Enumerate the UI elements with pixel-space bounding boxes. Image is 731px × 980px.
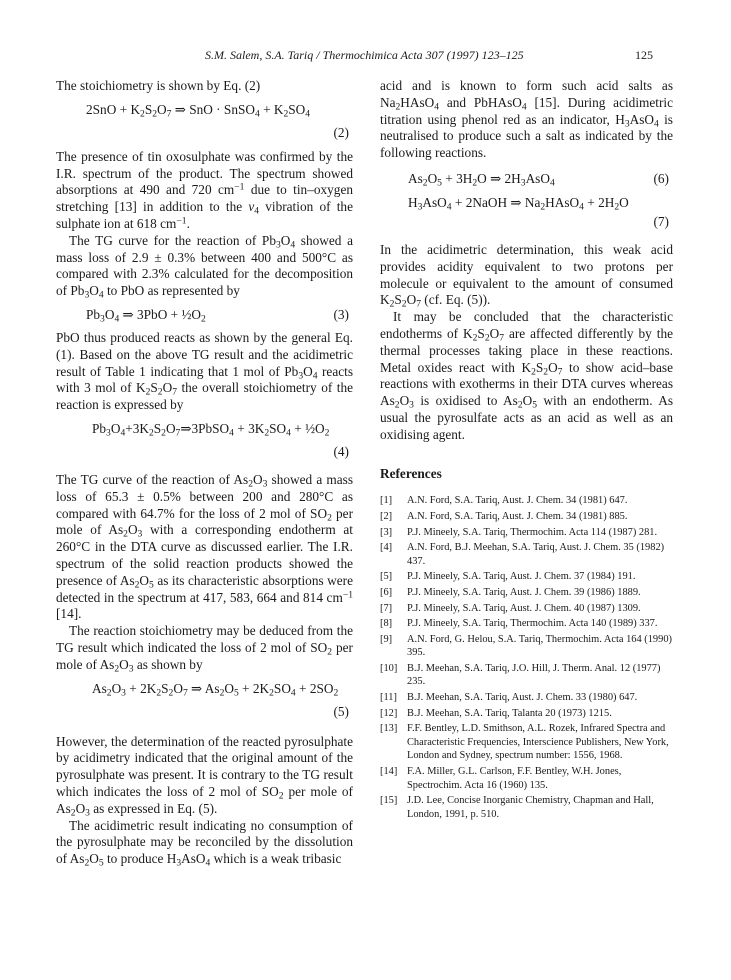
reference-item: [3] P.J. Mineely, S.A. Tariq, Thermochim. Acta 114 (1987) 281. xyxy=(380,526,658,538)
paragraph: PbO thus produced reacts as shown by the general Eq. (1). Based on the above TG result and the acidimetric result of Table 1 indicating that 1 mol of $Pb_3O_4$ reacts with 3 mol of $K_2S_2O_7$ the overall stoichiometry of the reaction is expressed by xyxy=(56,329,353,413)
reference-item: [6] P.J. Mineely, S.A. Tariq, Aust. J. Chem. 39 (1986) 1889. xyxy=(380,586,641,598)
equation-text: $Pb_3O_4+3K_2S_2O_7\Rightarrow 3PbSO_4 + 3K_2SO_4$ + $\frac{1}{2}O_2$ xyxy=(92,420,330,439)
equation-number: (4) xyxy=(333,443,349,459)
reference-item: [12] B.J. Meehan, S.A. Tariq, Talanta 20 (1973) 1215. xyxy=(380,707,612,719)
paragraph: The TG curve of the reaction of $As_2O_3$ showed a mass loss of 65.3 ± 0.5% between 200 and 280°C as compared with 64.7% for the loss of 2 mol of $SO_2$ per mole of $As_2O_3$ with a corresponding endotherm at 260°C in the DTA curve as discussed earlier. The I.R. spectrum of the solid reaction products showed the presence of $As_2O_5$ as its characteristic absorptions were detected in the spectrum at 417, 583, 664 and 814 $cm^{-1}$ [14]. xyxy=(56,471,354,622)
equation-number: (5) xyxy=(333,703,349,719)
paragraph: The acidimetric result indicating no consumption of the pyrosulphate may be reconciled by the dissolution of $As_2O_5$ to produce $H_3AsO_4$ which is a weak tribasic xyxy=(56,817,353,869)
equation-number: (2) xyxy=(333,124,349,140)
reference-item: [15] J.D. Lee, Concise Inorganic Chemistry, Chapman and Hall, London, 1991, p. 510. xyxy=(380,795,654,820)
left-column xyxy=(56,78,353,868)
equation-number: (7) xyxy=(653,213,669,229)
equation-text: $2SnO + K_2S_2O_7$ ⇒ SnO · SnSO$_4$ + $K_2SO_4$ xyxy=(86,101,311,120)
equation-7 xyxy=(408,194,673,212)
paragraph: The stoichiometry is shown by Eq. (2) xyxy=(56,78,261,93)
paragraph: The TG curve for the reaction of $Pb_3O_4$ showed a mass loss of 2.9 ± 0.3% between 400 and 500°C as compared with 2.3% calculated for the decomposition of $Pb_3O_4$ to PbO as represented by xyxy=(56,232,353,301)
references-list xyxy=(380,494,673,821)
paragraph: However, the determination of the reacted pyrosulphate by acidimetry indicated that the original amount of the pyrosulphate was present. It is contrary to the TG result which indicates the loss of 2 mol of $SO_2$ per mole of $As_2O_3$ as expressed in Eq. (5). xyxy=(56,733,353,819)
equation-6 xyxy=(408,170,673,188)
equation-text: $H_3AsO_4$ + 2NaOH ⇒ $Na_2HAsO_4 + 2H_2O$ xyxy=(408,194,629,213)
equation-number: (6) xyxy=(653,170,669,186)
reference-item: [8] P.J. Mineely, S.A. Tariq, Thermochim. Acta 140 (1989) 337. xyxy=(380,618,658,630)
paragraph: The presence of tin oxosulphate was confirmed by the I.R. spectrum of the product. The spectrum showed absorptions at 490 and 720 $cm^{-1}$ due to tin–oxygen stretching [13] in addition to the $\nu_4$ vibration of the sulphate ion at 618 $cm^{-1}$. xyxy=(56,148,353,231)
reference-item: [7] P.J. Mineely, S.A. Tariq, Aust. J. Chem. 40 (1987) 1309. xyxy=(380,602,641,614)
equation-text: $Pb_3O_4$ ⇒ $3PbO + \frac{1}{2}O_2$ xyxy=(86,306,206,325)
running-header xyxy=(0,48,731,64)
paragraph: The reaction stoichiometry may be deduced from the TG result which indicated the loss of 2 mol of $SO_2$ per mole of $As_2O_3$ as shown by xyxy=(56,623,353,675)
reference-item: [5] P.J. Mineely, S.A. Tariq, Aust. J. Chem. 37 (1984) 191. xyxy=(380,571,636,583)
paragraph: It may be concluded that the characteristic endotherms of $K_2S_2O_7$ are affected differently by the thermal processes taking place in these reactions. Metal oxides react with $K_2S_2O_7$ to show acid–base reactions with exotherms in their DTA curves whereas $As_2O_3$ is oxidised to $As_2O_5$ with an endotherm. As usual the pyrosulfate acts as an acid as well as an oxidising agent. xyxy=(380,309,674,442)
running-head: S.M. Salem, S.A. Tariq / Thermochimica Acta 307 (1997) 123–125 xyxy=(205,48,524,62)
reference-item: [2] A.N. Ford, S.A. Tariq, Aust. J. Chem. 34 (1981) 885. xyxy=(380,510,628,522)
right-column xyxy=(380,78,673,823)
equation-text: $As_2O_5 + 3H_2O$ ⇒ $2H_3AsO_4$ xyxy=(408,170,555,189)
reference-item: [13] F.F. Bentley, L.D. Smithson, A.L. Rozek, Infrared Spectra and Characteristic Frequencies, Interscience Publishers, New York, London and Sydney, spectrum number: 1556, 1968. xyxy=(380,723,669,762)
equation-5 xyxy=(92,680,353,698)
references-heading: References xyxy=(380,465,442,481)
equation-4 xyxy=(92,420,353,438)
reference-item: [10] B.J. Meehan, S.A. Tariq, J.O. Hill, J. Therm. Anal. 12 (1977) 235. xyxy=(380,662,661,688)
paragraph: acid and is known to form such acid salts as $Na_2HAsO_4$ and PbHAsO$_4$ [15]. During acidimetric titration using phenol red as an indicator, $H_3AsO_4$ is neutralised to produce such a salt as indicated by the following reactions. xyxy=(380,78,673,161)
equation-3 xyxy=(86,306,353,324)
reference-item: [1] A.N. Ford, S.A. Tariq, Aust. J. Chem. 34 (1981) 647. xyxy=(380,495,628,507)
equation-text: $As_2O_3 + 2K_2S_2O_7$ ⇒ $As_2O_5 + 2K_2SO_4 + 2SO_2$ xyxy=(92,680,339,699)
paragraph: In the acidimetric determination, this weak acid provides acidity equivalent to two protons per molecule or equivalent to the amount of consumed $K_2S_2O_7$ (cf. Eq. (5)). xyxy=(380,241,673,311)
reference-item: [9] A.N. Ford, G. Helou, S.A. Tariq, Thermochim. Acta 164 (1990) 395. xyxy=(380,633,672,659)
reference-item: [4] A.N. Ford, B.J. Meehan, S.A. Tariq, Aust. J. Chem. 35 (1982) 437. xyxy=(380,542,665,567)
equation-number: (3) xyxy=(333,306,349,322)
equation-2 xyxy=(86,101,353,119)
reference-item: [11] B.J. Meehan, S.A. Tariq, Aust. J. Chem. 33 (1980) 647. xyxy=(380,692,638,704)
page-number: 125 xyxy=(635,48,653,62)
reference-item: [14] F.A. Miller, G.L. Carlson, F.F. Bentley, W.H. Jones, Spectrochim. Acta 16 (1960) 135. xyxy=(380,766,622,791)
